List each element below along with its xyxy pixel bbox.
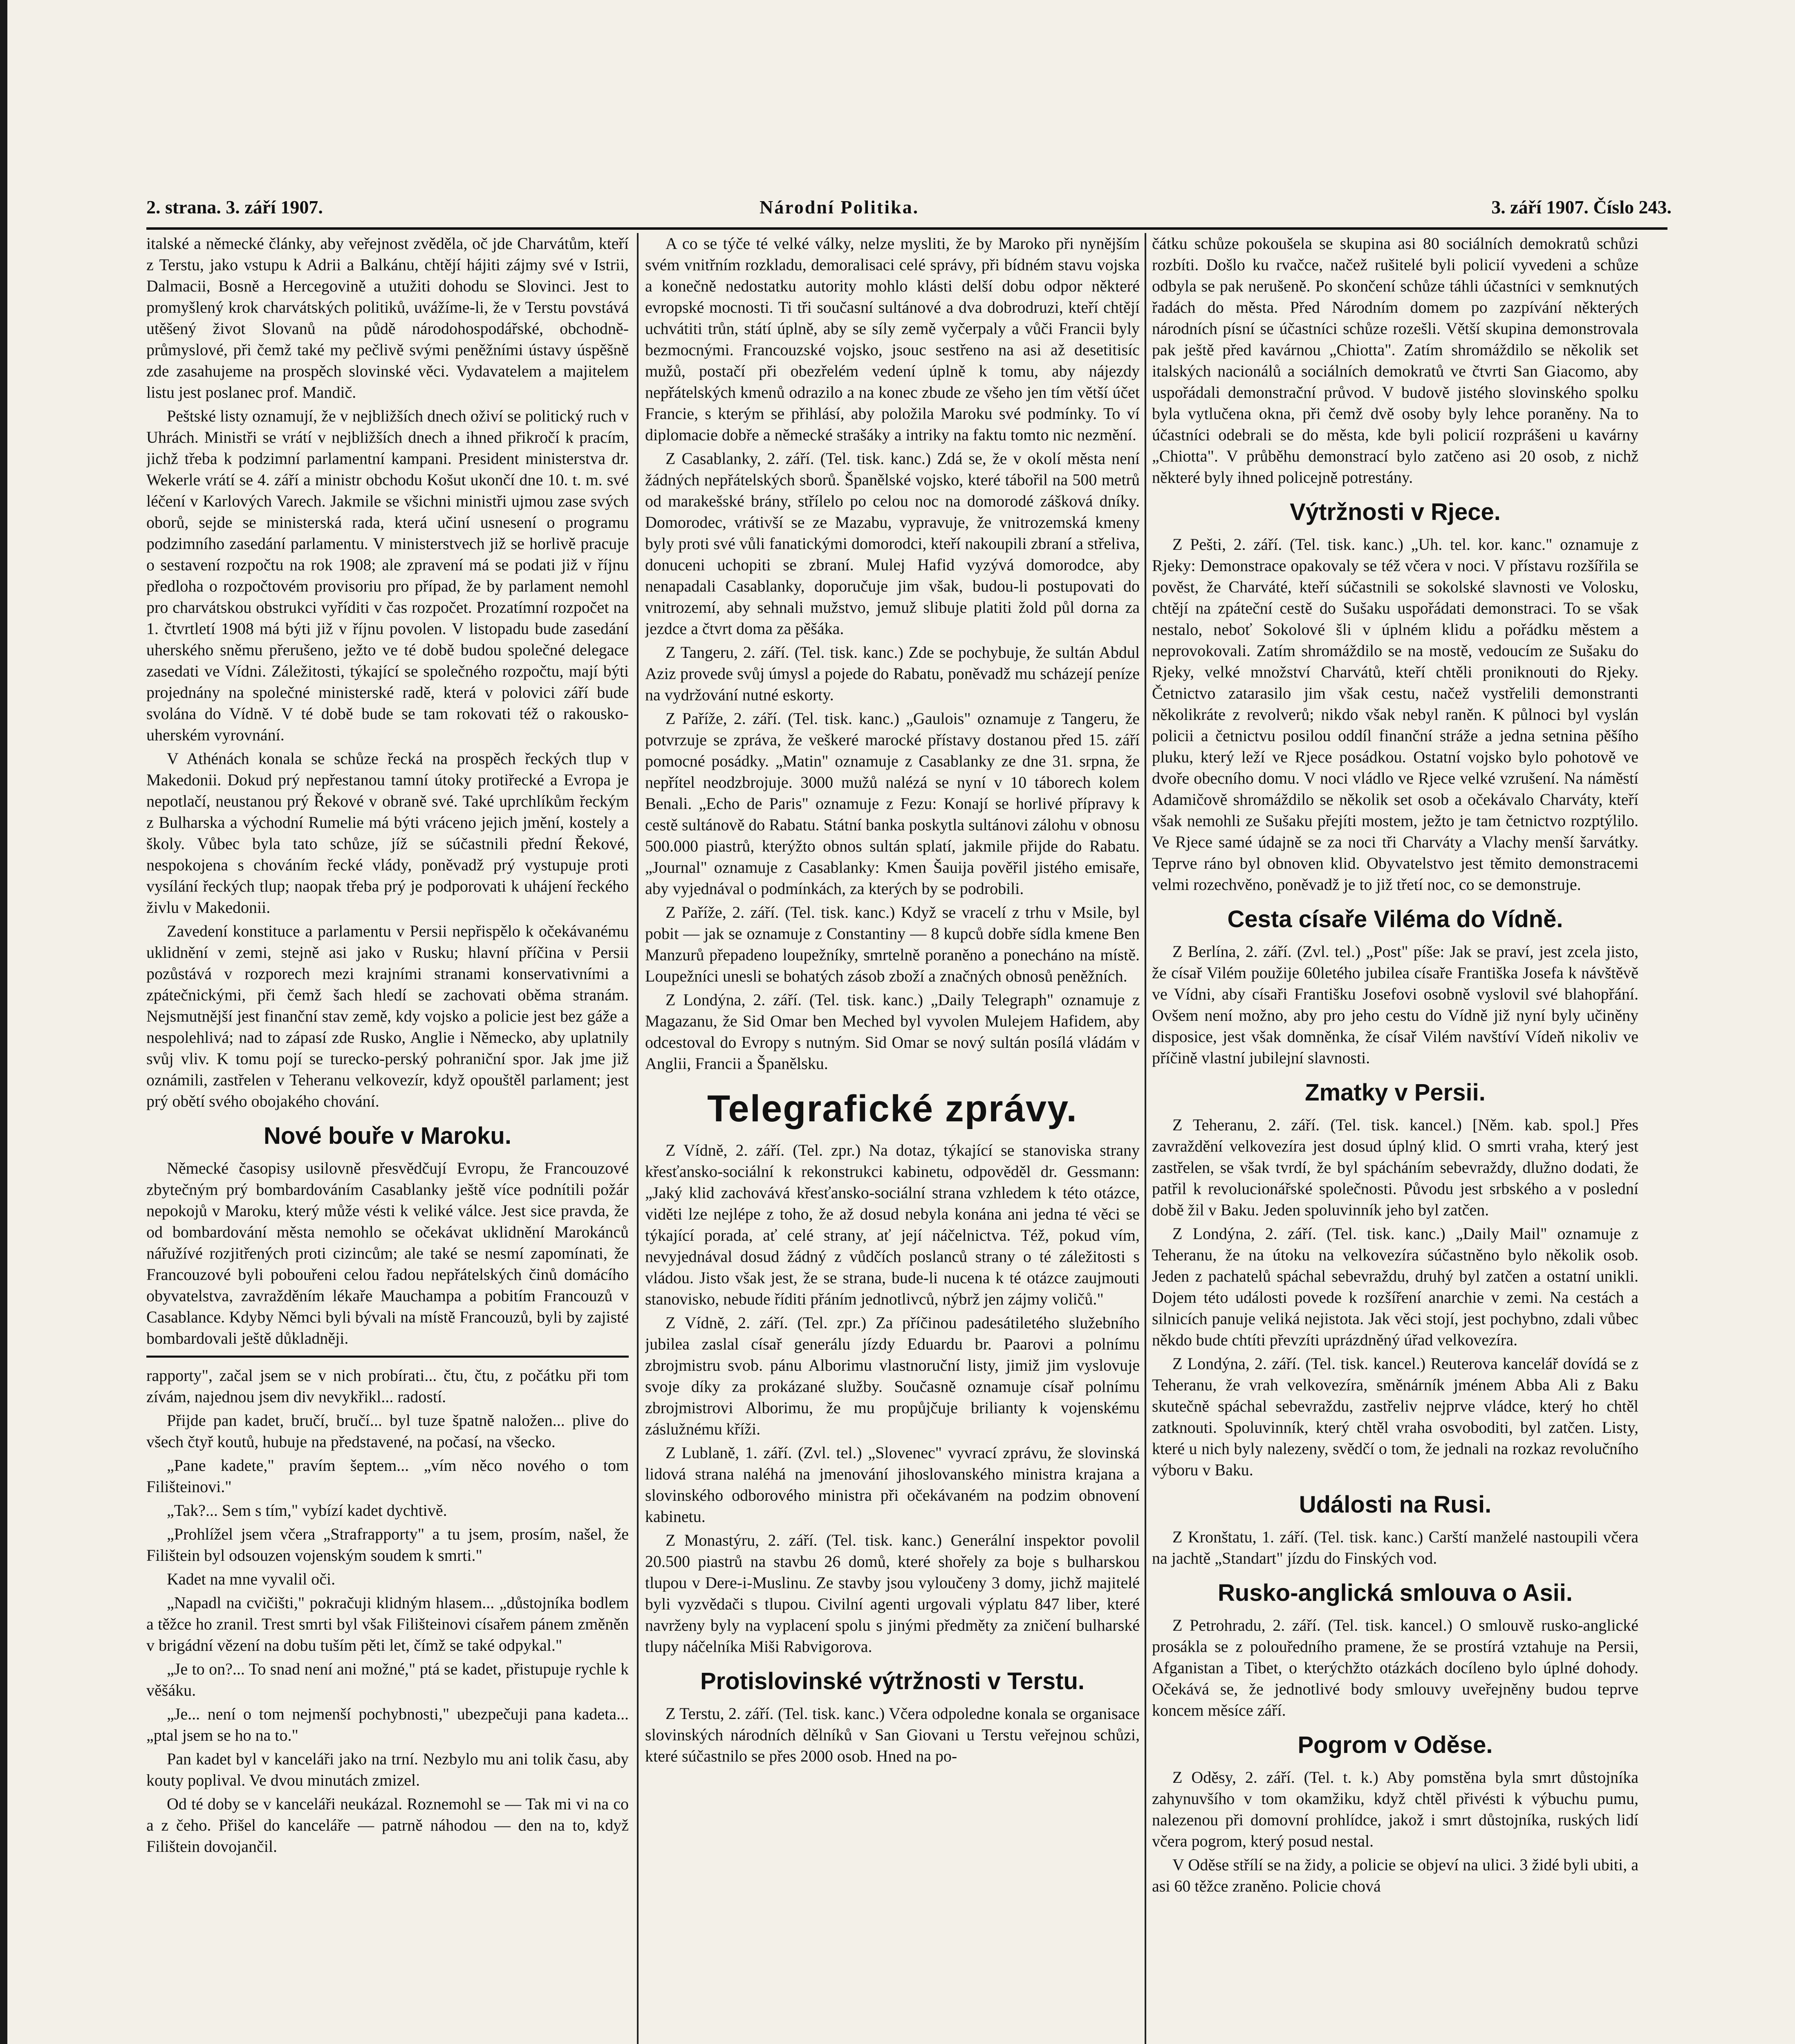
section-heading: Zmatky v Persii. <box>1305 1079 1486 1106</box>
story-paragraph: „Tak?... Sem s tím," vybízí kadet dychtivě. <box>167 1501 447 1520</box>
story-paragraph: „Napadl na cvičišti," pokračuji klidným hlasem... „důstojníka bodlem a těžce ho zranil. Trest smrti byl však Filišteinovi císařem pánem změněn v brigádní vězení na dobu tuším pěti let, čímž se také odpykal." <box>146 1594 629 1654</box>
article-paragraph: Z Casablanky, 2. září. (Tel. tisk. kanc.) Zdá se, že v okolí města není žádných nepřátelských sborů. Španělské vojsko, které tábořil na 500 metrů od marakešské brány, střílelo po celou noc na domorodé zášková dníky. Domorodec, vrátivší se ze Mazabu, vypravuje, že vnitrozemská kmeny byly proti své vůli fanatickými domorodci, kteří nakoupili zbraní a střeliva, donuceni uchopiti se zbraní. Mulej Hafid vyzývá domorodce, aby nenapadali Casablanky, doporučuje jim však, budou-li postupovati do vnitrozemí, aby sehnali mužstvo, jemuž slibuje platiti žold půl dorna za jezdce a čtvrt doma za pěšáka. <box>645 449 1140 638</box>
story-paragraph: „Je to on?... To snad není ani možné," ptá se kadet, přistupuje rychle k věšáku. <box>146 1660 629 1699</box>
article-paragraph: Z Londýna, 2. září. (Tel. tisk. kanc.) „Daily Telegraph" oznamuje z Magazanu, že Sid Omar ben Meched byl vyvolen Mulejem Hafidem, aby odcestoval do Evropy s nutným. Sid Omar se nový sultán posílá vládám v Anglii, Francii a Španělsku. <box>645 991 1140 1073</box>
article-paragraph: V Oděse střílí se na židy, a policie se objeví na ulici. 3 židé byli ubiti, a asi 60 těžce zraněno. Policie chová <box>1152 1856 1638 1895</box>
article-paragraph: Z Monastýru, 2. září. (Tel. tisk. kanc.) Generální inspektor povolil 20.500 piastrů na stavbu 26 domů, které shořely za boje s bulharskou tlupou v Dere-i-Muslinu. Ze stavby jsou vyloučeny 3 domy, jichž majitelé byli vyzvědači s tlupou. Civilní agenti urgovali výplatu 847 liber, které navrženy byly na vyplacení spolu s jinými předměty za zničení bulharské tlupy náčelníka Miši Rabvigorova. <box>645 1531 1140 1656</box>
article-paragraph: Z Lublaně, 1. září. (Zvl. tel.) „Slovenec" vyvrací zprávu, že slovinská lidová strana naléhá na jmenování jihoslovanského ministra krajana a slovinského odborového ministra při očekávaném na podzim obnovení kabinetu. <box>645 1443 1140 1526</box>
article-paragraph: Zavedení konstituce a parlamentu v Persii nepřispělo k očekávanému uklidnění v zemi, stejně asi jako v Rusku; hlavní příčina v Persii pozůstává v rozporech mezi krajními stranami konservativními a zpátečnickými, při čemž šach hledí se zachovati oběma stranám. Nejsmutnější jest finanční stav země, kdy vojsko a policie jest bez gáže a nespolehlivá; nad to zápasí zde Rusko, Anglie i Německo, aby uplatnily svůj vliv. K tomu pojí se turecko-perský pohraniční spor. Jak jme již oznámili, zastřelen v Teheranu velkovezír, když opouštěl parlament; jest prý obětí svého obojakého chování. <box>146 922 629 1110</box>
article-paragraph: Z Tangeru, 2. září. (Tel. tisk. kanc.) Zde se pochybuje, že sultán Abdul Aziz provede svůj úmysl a pojede do Rabatu, poněvadž mu scházejí peníze na vydržování nutné eskorty. <box>645 643 1140 704</box>
article-paragraph: Z Kronštatu, 1. září. (Tel. tisk. kanc.) Carští manželé nastoupili včera na jachtě „Standart" jízdu do Finských vod. <box>1152 1528 1638 1567</box>
column-1 <box>146 233 629 2044</box>
article-paragraph: A co se týče té velké války, nelze mysliti, že by Maroko při nynějším svém vnitřním rozkladu, demoralisaci celé správy, při bídném stavu vojska a konečně nedostatku autority mohlo klásti delší dobu odpor některé evropské mocnosti. Ti tři současní sultánové a dva dobrodruzi, kteří chtějí uchvátiti trůn, státí úplně, aby se síly země vyčerpaly a vůči Francii byly bezmocnými. Francouzské vojsko, jsouc sestřeno na asi až desetitisíc mužů, postačí při obezřelém vedení úplně k tomu, aby nájezdy nepřátelských kmenů odrazilo a na konec zbude ze všeho jen tím větší účet Francie, s kterým se přihlásí, aby položila Maroku své podmínky. To ví diplomacie dobře a německé strašáky a intriky na faktu tomto nic nezmění. <box>645 234 1140 444</box>
section-heading: Rusko-anglická smlouva o Asii. <box>1217 1580 1573 1606</box>
article-paragraph: Německé časopisy usilovně přesvědčují Evropu, že Francouzové zbytečným prý bombardováním Casablanky ještě více podnítili požár nepokojů v Maroku, který může vésti k veliké válce. Jest sice pravda, že od bombardování města nemohlo se očekávat uklidnění Marokánců nářužívé rozjitřených proti cizincům; ale také se nesmí zapomínati, že Francouzové byli pobouřeni celou řadou nepřátelských činů domácího obyvatelstva, zavražděním lékaře Mauchampa a pobitím Francouzů v Casablance. Kdyby Němci byli bývali na místě Francouzů, byli by zajisté bombardovali ještě důkladněji. <box>146 1159 629 1347</box>
section-heading: Cesta císaře Viléma do Vídně. <box>1227 906 1563 932</box>
header-left: 2. strana. 3. září 1907. <box>146 197 323 217</box>
story-paragraph: Pan kadet byl v kanceláři jako na trní. Nezbylo mu ani tolik času, aby kouty poplival. Ve dvou minutách zmizel. <box>146 1750 629 1789</box>
running-header <box>130 192 1680 225</box>
story-paragraph: rapporty", začal jsem se v nich probírati... čtu, čtu, z počátku při tom zívám, najednou jsem div nevykřikl... radostí. <box>146 1366 629 1406</box>
column-divider <box>1145 233 1146 2044</box>
article-paragraph: Z Berlína, 2. září. (Zvl. tel.) „Post" píše: Jak se praví, jest zcela jisto, že císař Vilém použije 60letého jubilea císaře Františka Josefa k návštěvě ve Vídni, aby císaři Františku Josefovi osobně vyslovil své blahopřání. Ovšem není možno, aby pro jeho cestu do Vídně již nyní byly učiněny disposice, jest však domněnka, že císař Vilém navštíví Vídeň nikoliv ve příčině vlastní jubilejní slavnosti. <box>1152 942 1638 1067</box>
article-paragraph: Z Londýna, 2. září. (Tel. tisk. kanc.) „Daily Mail" oznamuje z Teheranu, že na útoku na velkovezíra súčastněno bylo několik osob. Jeden z pachatelů spáchal sebevraždu, druhý byl zatčen a ostatní unikli. Dojem této události povede k rozšíření anarchie v zemi. Na cestách a silnicích panuje veliká nejistota. Jak věci stojí, jest pochybno, zdali vůbec někdo bude chtíti převzíti uprázdněný úřad velkovezíra. <box>1152 1224 1638 1349</box>
section-heading: Výtržnosti v Rjece. <box>1290 499 1501 525</box>
article-paragraph: V Athénách konala se schůze řecká na prospěch řeckých tlup v Makedonii. Dokud prý nepřestanou tamní útoky protiřecké a Evropa je nepotlačí, neustanou prý Řekové v obraně své. Také uprchlíkům řeckým z Bulharska a východní Rumelie má býti vráceno jejich jmění, kostely a školy. Vůbec byla tato schůze, jíž se súčastnili přední Řekové, nespokojena s chováním řecké vlády, poněvadž prý vystupuje proti vysílání řeckých tlup; naopak třeba prý je podporovati k uhájení řeckého živlu v Makedonii. <box>146 749 629 917</box>
story-paragraph: Kadet na mne vyvalil oči. <box>167 1570 336 1588</box>
article-paragraph: Z Pešti, 2. září. (Tel. tisk. kanc.) „Uh. tel. kor. kanc." oznamuje z Rjeky: Demonstrace opakovaly se též včera v noci. V přístavu rozšířila se pověst, že Charváté, kteří súčastnili se sokolské slavnosti ve Volosku, chtějí na zpáteční cestě do Sušaku uspořádati demonstraci. To se však nestalo, neboť Sokolové šli v úplném klidu a pořádku městem a neprovokovali. Zatím shromáždilo se na mostě, vedoucím ze Sušaku do Rjeky, velké množství Charvátů, kteří chtěli proniknouti do Rjeky. Četnictvo zatarasilo jim však cestu, načež vystřelili demonstranti několikráte z revolverů; nikdo však nebyl raněn. K půlnoci byl vyslán policii a četnictvu posilou oddíl finanční stráže a jedna setnina pěšího pluku, který leží ve Rjece posádkou. Ostatní vojsko bylo pohotově ve dvoře obecního domu. V noci vládlo ve Rjece velké vzrušení. Na náměstí Adamičově shromáždilo se několik set osob a očekávalo Charváty, kteří však nemohli ze Sušaku přejíti mostem, ježto je tam četnictvo rozptýlilo. Ve Rjece samé údajně se za noci tři Charváty a Vlachy menší šarvátky. Teprve ráno byl obnoven klid. Obyvatelstvo jest těmito demonstracemi velmi rozechvěno, poněvadž je to již třetí noc, co se demonstruje. <box>1152 535 1638 894</box>
article-paragraph: Z Teheranu, 2. září. (Tel. tisk. kancel.) [Něm. kab. spol.] Přes zavraždění velkovezíra jest dosud úplný klid. O smrti vraha, který jest zastřelen, se však tvrdí, že byl spácháním sebevraždy, dlužno dodati, že patřil k revolucionářské společnosti. Původu jest srbského a v poslední době žil v Baku. Jeden spoluvinník jeho byl zatčen. <box>1152 1116 1638 1219</box>
masthead-title: Národní Politika. <box>760 197 919 217</box>
story-paragraph: „Pane kadete," pravím šeptem... „vím něco nového o tom Filišteinovi." <box>146 1456 629 1496</box>
feuilleton-separator <box>146 1356 629 1358</box>
article-paragraph: italské a německé články, aby veřejnost zvěděla, oč jde Charvátům, kteří z Terstu, jako vstupu k Adrii a Balkánu, chtějí hájiti zájmy své v Istrii, Dalmacii, Bosně a Hercegovině a utužiti dohodu se Slovinci. Jest to promyšlený krok charvátských politiků, uvážíme-li, že v Terstu povstává utěšený život Slovanů na půdě národohospodářské, obchodně-průmyslové, při čemž také my pečlivě svými peněžními ústavy úspěšně zde zasahujeme na prospěch slovinské věci. Vydavatelem a majitelem listu jest poslanec prof. Mandič. <box>146 234 629 401</box>
header-rule <box>146 227 1667 230</box>
article-paragraph: Z Petrohradu, 2. září. (Tel. tisk. kancel.) O smlouvě rusko-anglické prosákla se z polouředního pramene, že se prostírá vztahuje na Persii, Afganistan a Tibet, o kterýchžto otázkách docíleno bylo úplné dohody. Očekává se, že jednotlivé body smlouvy uveřejněny budou teprve koncem měsíce září. <box>1152 1616 1638 1719</box>
article-paragraph: Z Londýna, 2. září. (Tel. tisk. kancel.) Reuterova kancelář dovídá se z Teheranu, že vrah velkovezíra, směnárník jménem Abba Ali z Baku skutečně spáchal sebevraždu, zastřeliv nejprve vládce, který ho chtěl zatknouti. Spoluvinník, který chtěl vraha osvoboditi, byl zatčen. Listy, které u nich byly nalezeny, svědčí o tom, že jednali na rozkaz revolučního výboru v Baku. <box>1152 1354 1638 1479</box>
header-right: 3. září 1907. Číslo 243. <box>1491 197 1672 217</box>
feuilleton <box>146 1365 629 1857</box>
article-paragraph: Peštské listy oznamují, že v nejbližších dnech oživí se politický ruch v Uhrách. Ministři se vrátí v nejbližších dnech a ihned přikročí k pracím, jichž třeba k podzimní parlamentní kampani. President ministerstva dr. Wekerle vrátí se 4. září a ministr obchodu Košut ukončí dne 10. t. m. své léčení v Karlových Varech. Jakmile se všichni ministři ujmou zase svých oborů, sejde se ministerská rada, která učiní usnesení o programu podzimního zasedání parlamentu. V ministerstvech již se horlivě pracuje o sestavení rozpočtu na rok 1908; ale zpravení má se podati již v říjnu předloha o rozpočtovém provisoriu pro případ, že by parlament nemohl pro charvátskou obstrukci vyříditi v čas rozpočet. Prozatímní rozpočet na 1. čtvrtletí 1908 má býti již v říjnu povolen. V listopadu bude zasedání uherského sněmu přerušeno, ježto ve té době budou společné delegace zasedati ve Vídni. Záležitosti, týkající se společného rozpočtu, mají býti projednány na společné ministerské radě, která v polovici září bude svolána do Vídně. V té době bude se tam rokovati též o rakousko-uherském vyrovnání. <box>146 407 629 744</box>
section-heading-large: Telegrafické zprávy. <box>707 1088 1078 1130</box>
article-paragraph: Z Terstu, 2. září. (Tel. tisk. kanc.) Včera odpoledne konala se organisace slovinských národních dělníků v San Giovani u Terstu veřejnou schůzi, které súčastnilo se přes 2000 osob. Hned na po- <box>645 1704 1140 1765</box>
story-paragraph: „Prohlížel jsem včera „Strafrapporty" a tu jsem, prosím, našel, že Filištein byl odsouzen vojenským soudem k smrti." <box>146 1525 629 1564</box>
section-heading: Nové bouře v Maroku. <box>264 1123 511 1149</box>
article-paragraph: čátku schůze pokoušela se skupina asi 80 sociálních demokratů schůzi rozbíti. Došlo ku rvačce, načež rušitelé byli policií vyvedeni a schůze odbyla se pak nerušeně. Po skončení schůze táhli účastníci v semknutých řadách do města. Před Národním domem po zazpívání některých národních písní se účastníci schůze rozešli. Větší skupina demonstrovala pak ještě před kavárnou „Chiotta". Zatím shromáždilo se několik set italských nacionálů a sociálních demokratů ve čtvrti San Giacomo, aby uspořádali demonstrační průvod. V budově jistého slovinského spolku byla vytlučena okna, při čemž dvě osoby byly lehce poraněny. Na to účastníci odebrali se do města, kde byli policií rozprášeni u kavárny „Chiotta". V průběhu demonstrací bylo zatčeno asi 20 osob, z nichž některé byly ihned policejně potrestány. <box>1152 234 1638 486</box>
column-3 <box>1152 233 1638 2044</box>
article-paragraph: Z Vídně, 2. září. (Tel. zpr.) Na dotaz, týkající se stanoviska strany křesťansko-sociální k rekonstrukci kabinetu, odpověděl dr. Gessmann: „Jaký klid zachovává křesťansko-sociální strana vzhledem k této otázce, viděti lze nejlépe z toho, že až dosud nebyla konána ani jedna té věci se týkající porada, ať celé strany, ať její náčelnictva. Též, pokud vím, nevyjednával dosud žádný z vůdčích poslanců strany o té záležitosti s vládou. Jisto však jest, že se strana, bude-li nucena k té otázce zaujmouti stanovisko, nebude říditi přáním jednotlivců, nýbrž jen zájmy voličů." <box>645 1141 1140 1308</box>
section-heading: Pogrom v Oděse. <box>1298 1732 1493 1758</box>
article-paragraph: Z Vídně, 2. září. (Tel. zpr.) Za příčinou padesátiletého služebního jubilea zaslal císař generálu jízdy Eduardu br. Paarovi a polnímu zbrojmistru svob. pánu Alborimu vlastnoruční listy, jimiž jim vyslovuje svoje díky za prokázané služby. Současně oznamuje císař polnímu zbrojmistrovi Alborimu, že mu propůjčuje brilianty k vojenskému záslužnému kříži. <box>645 1313 1140 1438</box>
article-paragraph: Z Paříže, 2. září. (Tel. tisk. kanc.) Když se vracelí z trhu v Msile, byl pobit — jak se oznamuje z Constantiny — 8 kupců dobře sídla kmene Ben Manzurů přepadeno loupežníky, smrtelně poraněno a ponecháno na místě. Loupežníci unesli se bohatých zásob zboží a značných obnosů peněžních. <box>645 903 1140 985</box>
column-2 <box>645 233 1140 2044</box>
story-paragraph: Přijde pan kadet, bručí, bručí... byl tuze špatně naložen... plive do všech čtyř koutů, hubuje na představené, na počasí, na všecko. <box>146 1411 629 1451</box>
column-divider <box>637 233 639 2044</box>
story-paragraph: Od té doby se v kanceláři neukázal. Roznemohl se — Tak mi vi na co a z čeho. Přišel do kanceláře — patrně náhodou — den na to, když Filištein dovojančil. <box>146 1795 629 1856</box>
section-heading: Protislovinské výtržnosti v Terstu. <box>700 1668 1085 1694</box>
story-paragraph: „Je... není o tom nejmenší pochybnosti," ubezpečuji pana kadeta... „ptal jsem se ho na to." <box>146 1705 629 1744</box>
section-heading: Události na Rusi. <box>1299 1491 1492 1518</box>
article-paragraph: Z Paříže, 2. září. (Tel. tisk. kanc.) „Gaulois" oznamuje z Tangeru, že potvrzuje se zpráva, že veškeré marocké přístavy dostanou před 15. září pomocné posádky. „Matin" oznamuje z Casablanky ze dne 31. srpna, že nepřítel neodzbrojuje. 3000 mužů nalézá se nyní v 10 táborech kolem Benali. „Echo de Paris" oznamuje z Fezu: Konají se horlivé přípravy k cestě sultánově do Rabatu. Státní banka poskytla sultánovi zálohu v obnosu 500.000 piastrů, kterýžto obnos sultán splatí, jakmile přijde do Rabatu. „Journal" oznamuje z Casablanky: Kmen Šauija pověřil jistého emisaře, aby vyjednával o podmínkách, za kterých by se podrobili. <box>645 709 1140 898</box>
article-paragraph: Z Oděsy, 2. září. (Tel. t. k.) Aby pomstěna byla smrt důstojníka zahynuvšího v tom okamžiku, když chtěl přivésti k výbuchu pumu, nalezenou při domovní prohlídce, jakož i smrt důstojníka, ruských lidí včera pogrom, který posud nestal. <box>1152 1768 1638 1850</box>
